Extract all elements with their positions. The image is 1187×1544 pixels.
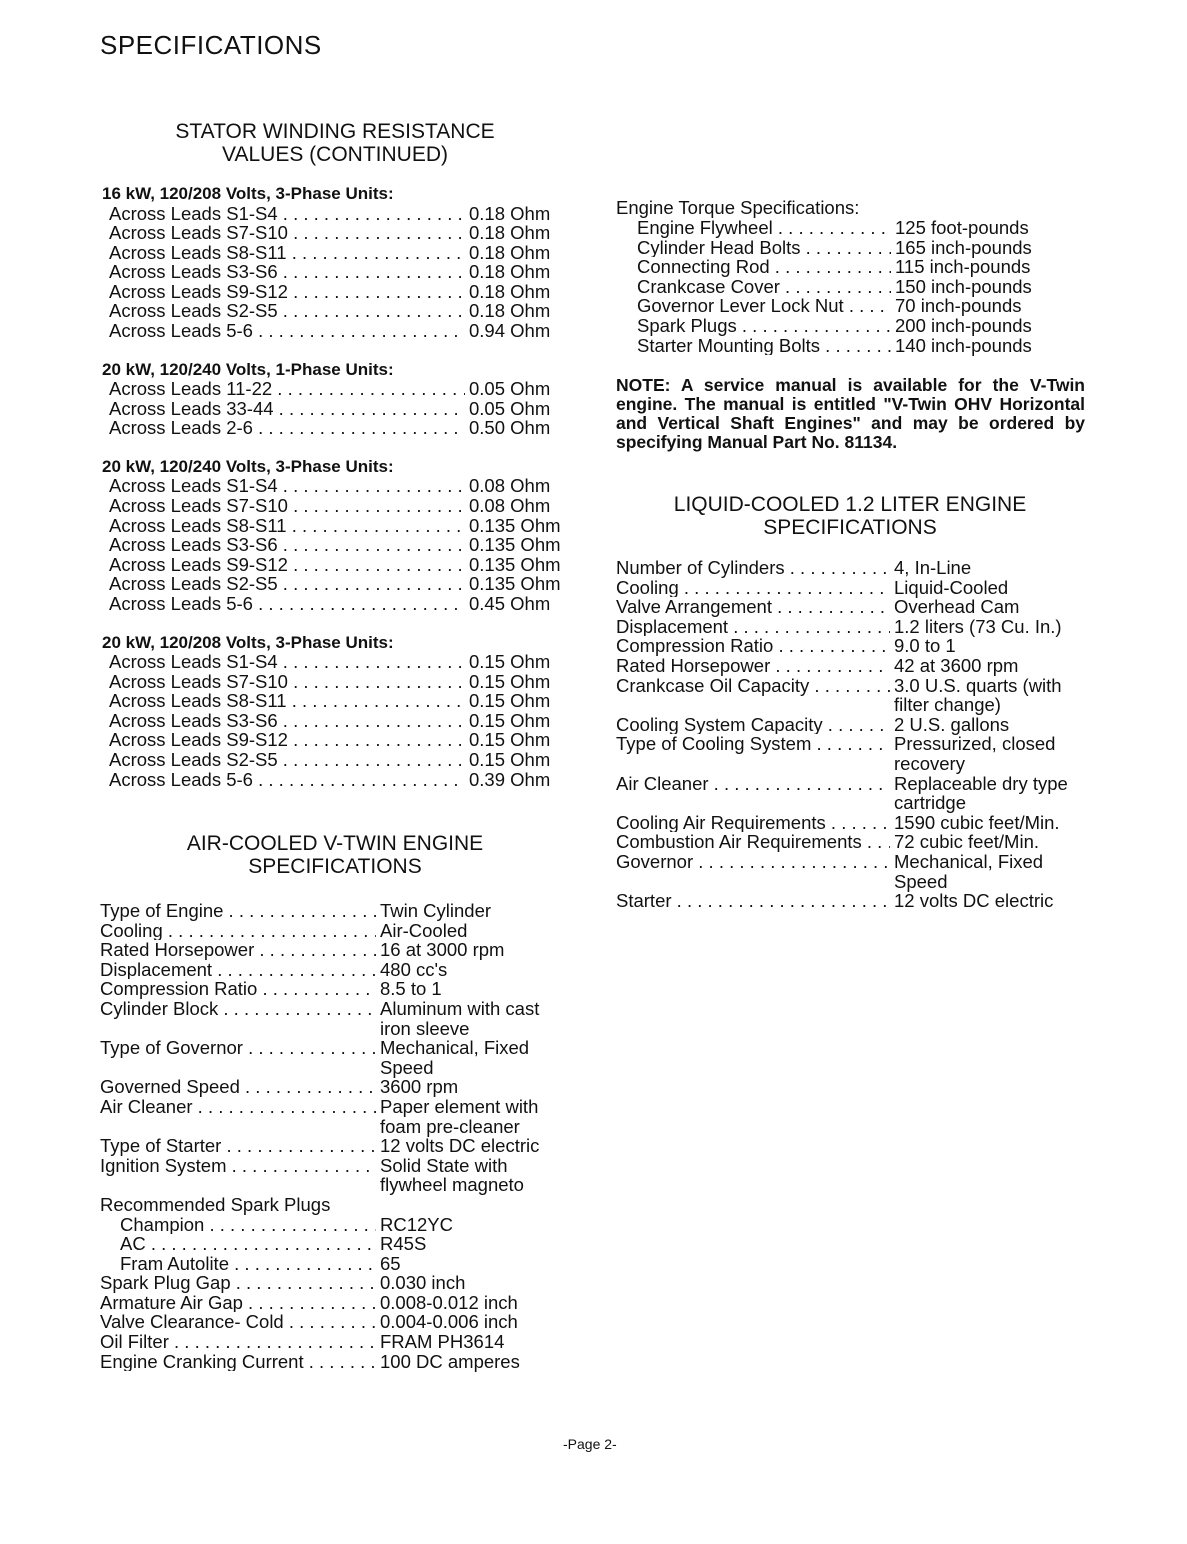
spec-value: Mechanical, Fixed Speed [894, 850, 1044, 892]
spec-value: 480 cc's [380, 958, 448, 980]
liquid-cooled-section-title [620, 493, 1080, 539]
torque-heading: Engine Torque Specifications: [616, 197, 860, 218]
spec-row [109, 379, 582, 399]
spec-label: Cooling . . . [616, 578, 890, 598]
spec-value: FRAM PH3614 [380, 1331, 505, 1353]
spec-label: Type of Starter . . . [100, 1136, 376, 1156]
spec-row [100, 921, 570, 941]
spec-row [100, 1352, 570, 1372]
spec-row [100, 1097, 570, 1136]
spec-row [109, 594, 582, 614]
spec-value: 16 at 3000 rpm [380, 939, 505, 961]
spec-value: 150 inch-pounds [895, 275, 1032, 297]
spec-value: 1.2 liters (73 Cu. In.) [894, 615, 1062, 637]
spec-value: 65 [380, 1252, 401, 1274]
spec-row [109, 672, 582, 692]
spec-label: Displacement . . . [616, 617, 890, 637]
spec-row [109, 652, 582, 672]
spec-value: 0.18 Ohm [469, 202, 551, 224]
spec-value: 0.15 Ohm [469, 690, 551, 712]
spec-label: Oil Filter . . . [100, 1332, 376, 1352]
spec-value: 70 inch-pounds [895, 295, 1022, 317]
spec-row [109, 555, 582, 575]
spec-label: Engine Flywheel . . . [637, 218, 891, 238]
spec-row [637, 238, 1077, 258]
spec-row [616, 852, 1086, 891]
liquid-cooled-title-line2: SPECIFICATIONS [763, 516, 937, 539]
spec-label: Rated Horsepower . . . [616, 656, 890, 676]
air-cooled-spec-list [100, 901, 570, 1371]
spec-row [109, 535, 582, 555]
spec-value: 3600 rpm [380, 1076, 459, 1098]
spec-value: 2 U.S. gallons [894, 713, 1010, 735]
spec-row [616, 832, 1086, 852]
spec-row [616, 813, 1086, 833]
spec-row [120, 1215, 570, 1235]
spec-label: Across Leads S1-S4 . . . [109, 652, 465, 672]
spec-row [109, 476, 582, 496]
spec-label: Across Leads S1-S4 . . . [109, 204, 465, 224]
spec-value: 1590 cubic feet/Min. [894, 811, 1060, 833]
spec-value: 0.18 Ohm [469, 300, 551, 322]
stator-group-heading: 20 kW, 120/240 Volts, 3-Phase Units: [102, 456, 394, 476]
spec-label: Cooling Air Requirements . . . [616, 813, 890, 833]
stator-group [102, 184, 582, 341]
spec-label: Type of Governor . . . [100, 1038, 376, 1077]
spec-value: 3.0 U.S. quarts (with filter change) [894, 674, 1062, 716]
stator-group-heading: 20 kW, 120/240 Volts, 1-Phase Units: [102, 359, 394, 379]
spec-value: 12 volts DC electric [380, 1135, 540, 1157]
spec-row [120, 1234, 570, 1254]
spec-label: Across Leads S7-S10 . . . [109, 672, 465, 692]
spec-label: Type of Cooling System . . . [616, 734, 890, 773]
spec-label: Fram Autolite . . . [120, 1254, 376, 1274]
spec-label: Compression Ratio . . . [100, 979, 376, 999]
spec-row [109, 223, 582, 243]
spec-row [616, 715, 1086, 735]
spec-value: 9.0 to 1 [894, 635, 956, 657]
spec-value: 0.18 Ohm [469, 280, 551, 302]
spec-value: 0.135 Ohm [469, 534, 561, 556]
spec-label: Across Leads S9-S12 . . . [109, 282, 465, 302]
spec-label: Across Leads 5-6 . . . [109, 770, 465, 790]
spec-label: Rated Horsepower . . . [100, 940, 376, 960]
spec-label: Crankcase Oil Capacity . . . [616, 676, 890, 715]
spec-label: Across Leads S9-S12 . . . [109, 730, 465, 750]
spec-row [616, 578, 1086, 598]
spec-value: 72 cubic feet/Min. [894, 831, 1039, 853]
spec-label: Displacement . . . [100, 960, 376, 980]
spec-label: Connecting Rod . . . [637, 257, 891, 277]
spec-label: Across Leads S9-S12 . . . [109, 555, 465, 575]
spec-row [109, 711, 582, 731]
spec-value: 0.50 Ohm [469, 417, 551, 439]
spec-row [109, 243, 582, 263]
spec-label: Across Leads 33-44 . . . [109, 399, 465, 419]
spec-row [100, 940, 570, 960]
spec-value: R45S [380, 1233, 427, 1255]
spec-value: 42 at 3600 rpm [894, 654, 1019, 676]
spec-row [100, 1293, 570, 1313]
spec-value: 12 volts DC electric [894, 890, 1054, 912]
spec-value: RC12YC [380, 1213, 453, 1235]
spec-value: 0.18 Ohm [469, 261, 551, 283]
spec-label: Number of Cylinders . . . [616, 558, 890, 578]
spec-label: Valve Clearance- Cold . . . [100, 1312, 376, 1332]
spec-row [616, 597, 1086, 617]
spec-value: Replaceable dry type cartridge [894, 772, 1068, 814]
spec-label: Across Leads 11-22 . . . [109, 379, 465, 399]
spec-row [616, 558, 1086, 578]
spec-row [109, 496, 582, 516]
page-footer: -Page 2- [563, 1436, 617, 1452]
spec-value: Twin Cylinder [380, 900, 492, 921]
spec-value: 0.05 Ohm [469, 378, 551, 400]
spec-row [109, 516, 582, 536]
stator-group-heading: 20 kW, 120/208 Volts, 3-Phase Units: [102, 632, 394, 652]
stator-groups [102, 184, 582, 789]
spec-value: 140 inch-pounds [895, 334, 1032, 356]
spec-value: 0.15 Ohm [469, 709, 551, 731]
spec-row [109, 282, 582, 302]
stator-group-heading: 16 kW, 120/208 Volts, 3-Phase Units: [102, 184, 394, 203]
spec-row [616, 656, 1086, 676]
spec-label: Governor . . . [616, 852, 890, 891]
spec-row [100, 1156, 570, 1195]
spec-row [637, 257, 1077, 277]
spec-label: Across Leads S2-S5 . . . [109, 574, 465, 594]
spec-label: Valve Arrangement . . . [616, 597, 890, 617]
spec-row [637, 296, 1077, 316]
spec-row [616, 636, 1086, 656]
spec-row [100, 1038, 570, 1077]
spec-row [616, 734, 1086, 773]
spec-label: Starter . . . [616, 891, 890, 911]
spec-value: 0.45 Ohm [469, 593, 551, 614]
spec-label: Armature Air Gap . . . [100, 1293, 376, 1313]
spec-value: 125 foot-pounds [895, 217, 1029, 238]
spec-value: 0.030 inch [380, 1272, 466, 1294]
spec-label: Across Leads 5-6 . . . [109, 594, 465, 614]
spec-label: Air Cleaner . . . [616, 774, 890, 813]
spec-label: Crankcase Cover . . . [637, 277, 891, 297]
spec-value: 0.135 Ohm [469, 514, 561, 536]
spec-label: Across Leads S3-S6 . . . [109, 535, 465, 555]
spec-label: Across Leads S2-S5 . . . [109, 301, 465, 321]
spec-value: 0.05 Ohm [469, 397, 551, 419]
spec-row [109, 301, 582, 321]
spec-value: 8.5 to 1 [380, 978, 442, 1000]
spec-row [100, 1332, 570, 1352]
spec-label: Type of Engine . . . [100, 901, 376, 921]
spec-label: Across Leads S8-S11 . . . [109, 516, 465, 536]
stator-title-line2: VALUES (CONTINUED) [222, 143, 448, 166]
spec-value: 0.18 Ohm [469, 241, 551, 263]
spec-label: Cylinder Block . . . [100, 999, 376, 1038]
liquid-cooled-title-line1: LIQUID-COOLED 1.2 LITER ENGINE [673, 493, 1027, 516]
spec-value: Mechanical, Fixed Speed [380, 1037, 530, 1078]
spec-row [109, 399, 582, 419]
spec-value: 0.08 Ohm [469, 495, 551, 517]
spec-label: Across Leads S7-S10 . . . [109, 223, 465, 243]
spec-label: Cooling . . . [100, 921, 376, 941]
spec-value: 0.94 Ohm [469, 320, 551, 342]
spec-value: 0.15 Ohm [469, 670, 551, 692]
spec-label: Air Cleaner . . . [100, 1097, 376, 1136]
spec-label: Spark Plug Gap . . . [100, 1273, 376, 1293]
spec-label: Across Leads S7-S10 . . . [109, 496, 465, 516]
spec-label: AC . . . [120, 1234, 376, 1254]
spec-label: Across Leads 2-6 . . . [109, 418, 465, 438]
spec-value: 0.008-0.012 inch [380, 1291, 518, 1313]
stator-group [102, 360, 582, 438]
spec-value: 0.18 Ohm [469, 222, 551, 244]
spec-value: Overhead Cam [894, 596, 1020, 618]
spec-value: 4, In-Line [894, 557, 972, 578]
spec-label: Across Leads S8-S11 . . . [109, 691, 465, 711]
stator-section-title [105, 120, 565, 166]
torque-spec-list [637, 218, 1077, 355]
spec-row [637, 277, 1077, 297]
spec-label: Governed Speed . . . [100, 1077, 376, 1097]
spec-value: 100 DC amperes [380, 1350, 520, 1372]
spec-label: Cylinder Head Bolts . . . [637, 238, 891, 258]
spec-value: 200 inch-pounds [895, 314, 1032, 336]
stator-group [102, 633, 582, 790]
spec-label: Across Leads S8-S11 . . . [109, 243, 465, 263]
spec-row [109, 262, 582, 282]
spec-row [109, 770, 582, 790]
stator-group [102, 457, 582, 614]
air-cooled-section-title [105, 832, 565, 878]
spec-label: Across Leads S1-S4 . . . [109, 476, 465, 496]
spec-value: 0.004-0.006 inch [380, 1311, 518, 1333]
spec-label: Governor Lever Lock Nut . . . [637, 296, 891, 316]
spark-plugs-heading: Recommended Spark Plugs [100, 1193, 331, 1215]
spec-label: Spark Plugs . . . [637, 316, 891, 336]
spec-label: Compression Ratio . . . [616, 636, 890, 656]
spec-row [100, 979, 570, 999]
spec-row [109, 730, 582, 750]
spec-label: Ignition System . . . [100, 1156, 376, 1195]
spec-label: Across Leads 5-6 . . . [109, 321, 465, 341]
spec-label: Across Leads S3-S6 . . . [109, 711, 465, 731]
spec-row [637, 336, 1077, 356]
spec-row [109, 204, 582, 224]
spec-row [109, 418, 582, 438]
spec-row [100, 1273, 570, 1293]
spec-row [616, 617, 1086, 637]
spec-row [120, 1254, 570, 1274]
spec-value: 165 inch-pounds [895, 236, 1032, 258]
air-cooled-title-line1: AIR-COOLED V-TWIN ENGINE [186, 832, 484, 855]
spec-row [616, 891, 1086, 911]
stator-title-line1: STATOR WINDING RESISTANCE [175, 120, 495, 143]
spec-value: Air-Cooled [380, 919, 468, 941]
spec-value: Liquid-Cooled [894, 576, 1009, 598]
spec-value: Pressurized, closed recovery [894, 733, 1056, 774]
spec-label: Engine Cranking Current . . . [100, 1352, 376, 1372]
spec-row [109, 750, 582, 770]
spec-value: 115 inch-pounds [895, 256, 1031, 278]
spec-row [100, 1312, 570, 1332]
spec-label: Champion . . . [120, 1215, 376, 1235]
spec-value: 0.39 Ohm [469, 768, 551, 790]
spec-row [100, 1077, 570, 1097]
spec-value: 0.15 Ohm [469, 729, 551, 751]
spec-row [109, 574, 582, 594]
spec-label: Across Leads S3-S6 . . . [109, 262, 465, 282]
spec-row [637, 316, 1077, 336]
spec-row [637, 218, 1077, 238]
spec-value: 0.135 Ohm [469, 573, 561, 595]
spec-value: 0.15 Ohm [469, 749, 551, 771]
spec-value: Solid State with flywheel magneto [380, 1154, 524, 1196]
spec-value: 0.15 Ohm [469, 651, 551, 673]
spec-row [109, 691, 582, 711]
spec-row [616, 676, 1086, 715]
spec-row [109, 321, 582, 341]
spec-value: 0.135 Ohm [469, 553, 561, 575]
spec-value: 0.08 Ohm [469, 475, 551, 497]
spec-label: Cooling System Capacity . . . [616, 715, 890, 735]
page-heading: SPECIFICATIONS [100, 30, 322, 60]
spec-label: Combustion Air Requirements . . . [616, 832, 890, 852]
service-manual-note: NOTE: A service manual is available for the V-Twin engine. The manual is entitled "V-Twin OHV Horizontal and Vertical Shaft Engines" and may be ordered by specifying Manual Part No. 81134. [616, 375, 1085, 452]
liquid-cooled-spec-list [616, 558, 1086, 911]
spec-value: Aluminum with cast iron sleeve [380, 997, 540, 1039]
spec-row [100, 1136, 570, 1156]
spec-row [100, 901, 570, 921]
spec-row [100, 960, 570, 980]
spec-row [100, 999, 570, 1038]
spec-label: Across Leads S2-S5 . . . [109, 750, 465, 770]
spec-row [616, 774, 1086, 813]
spec-label: Starter Mounting Bolts . . . [637, 336, 891, 356]
spec-value: Paper element with foam pre-cleaner [380, 1095, 539, 1137]
air-cooled-title-line2: SPECIFICATIONS [248, 855, 422, 878]
